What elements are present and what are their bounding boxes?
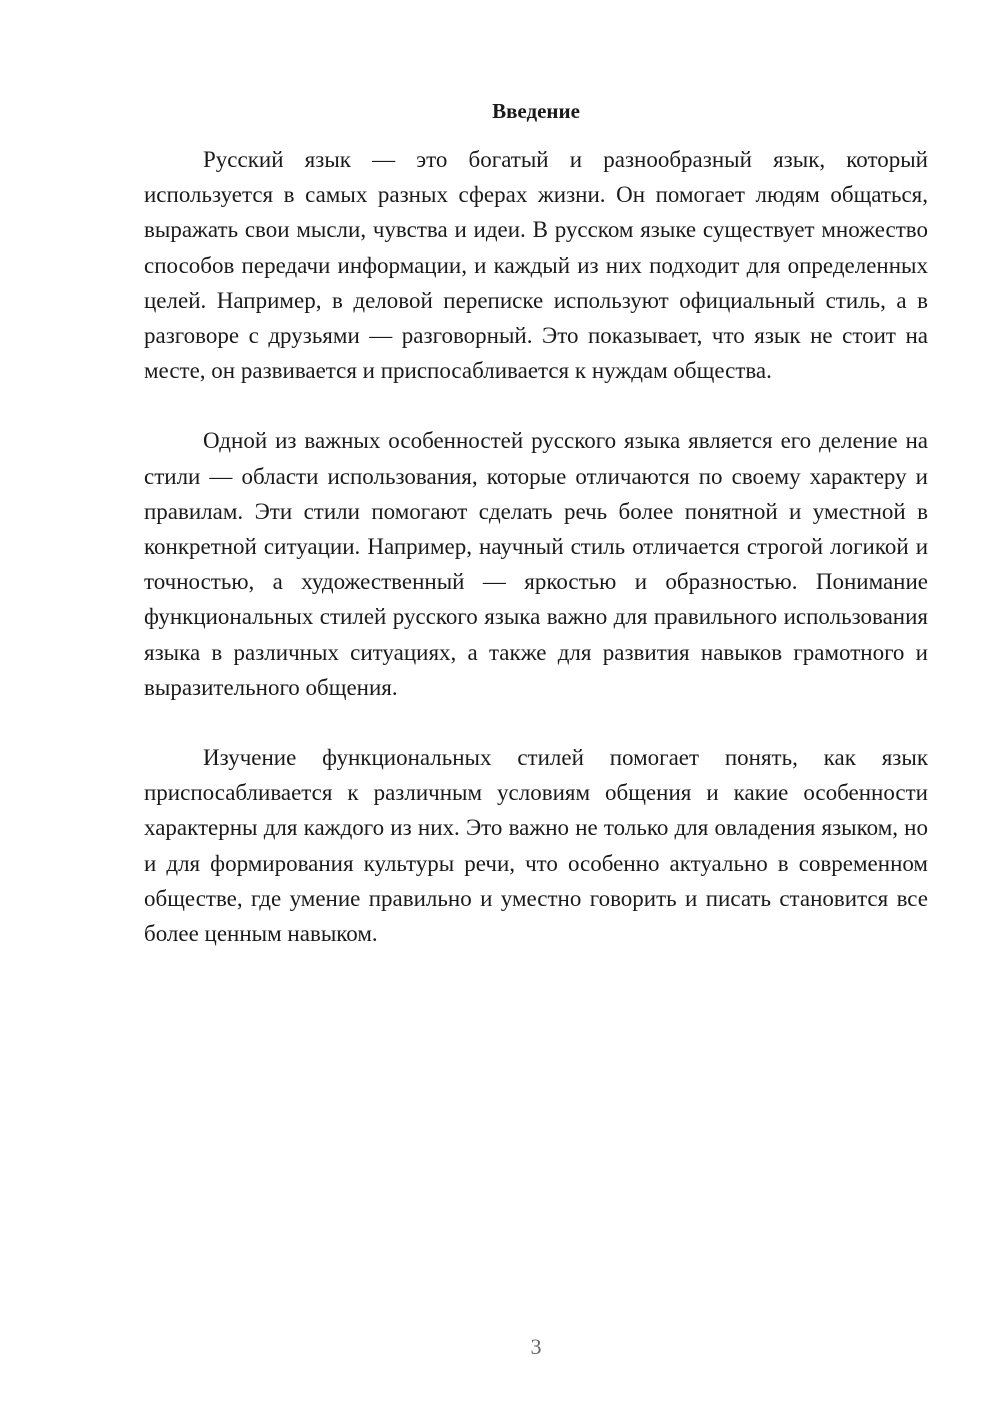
document-body bbox=[144, 142, 928, 986]
page-title: Введение bbox=[492, 99, 580, 123]
page-number: 3 bbox=[530, 1334, 542, 1359]
paragraph-3: Изучение функциональных стилей помогает понять, как язык приспосабливается к различным условиям общения и какие особенности характерны для каждого из них. Это важно не только для овладения языком, но и для формирования культуры речи, что особенно актуально в современном обществе, где умение правильно и уместно говорить и писать становится все более ценным навыком. bbox=[144, 745, 928, 947]
paragraph-1: Русский язык — это богатый и разнообразный язык, который используется в самых разных сферах жизни. Он помогает людям общаться, выражать свои мысли, чувства и идеи. В русском языке существует множество способов передачи информации, и каждый из них подходит для определенных целей. Например, в деловой переписке используют официальный стиль, а в разговоре с друзьями — разговорный. Это показывает, что язык не стоит на месте, он развивается и приспосабливается к нуждам общества. bbox=[144, 147, 928, 384]
heading-container bbox=[144, 96, 928, 126]
paragraph-2: Одной из важных особенностей русского языка является его деление на стили — области использования, которые отличаются по своему характеру и правилам. Эти стили помогают сделать речь более понятной и уместной в конкретной ситуации. Например, научный стиль отличается строгой логикой и точностью, а художественный — яркостью и образностью. Понимание функциональных стилей русского языка важно для правильного использования языка в различных ситуациях, а также для развития навыков грамотного и выразительного общения. bbox=[144, 428, 928, 700]
